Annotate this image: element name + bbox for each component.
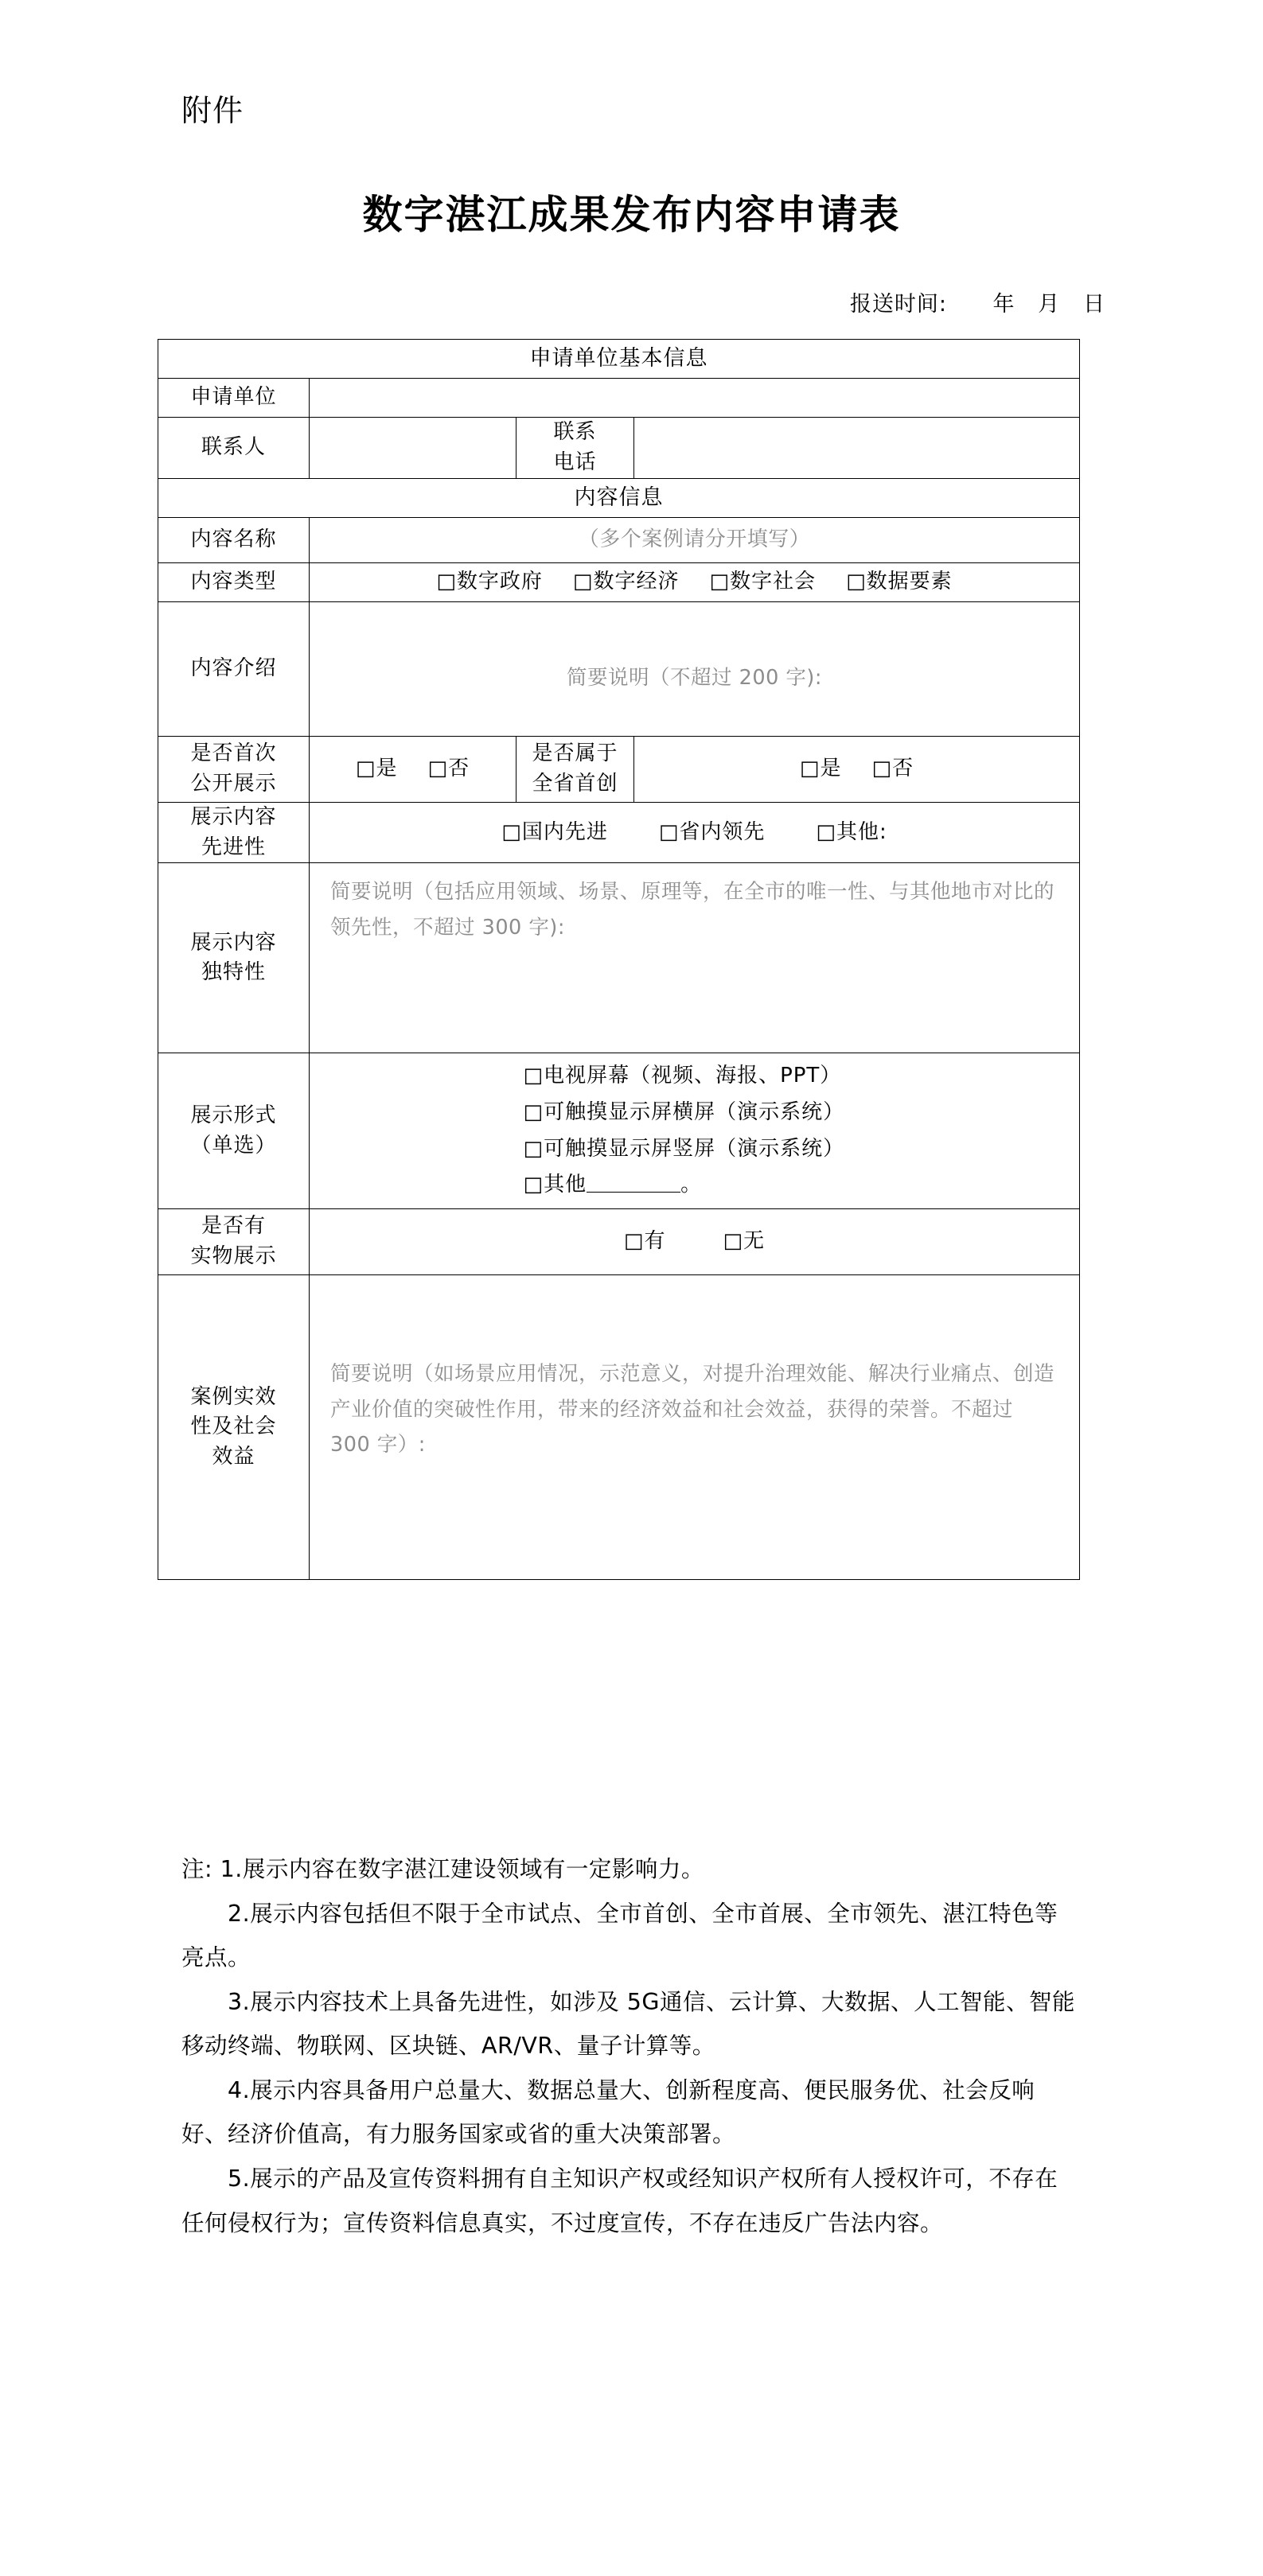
field-advancement (310, 803, 1080, 863)
checkbox-first-public-yes[interactable]: □是 (355, 757, 398, 781)
application-form-table (158, 339, 1080, 1580)
checkbox-display-form-other[interactable] (524, 1170, 866, 1200)
table-row (158, 418, 1080, 479)
note-item-3: 3.展示内容技术上具备先进性，如涉及 5G通信、云计算、大数据、人工智能、智能移动终端、物联网、区块链、AR/VR、量子计算等。 (181, 1988, 1075, 2060)
field-content-name[interactable] (310, 518, 1080, 563)
checkbox-province-leading[interactable]: □省内领先 (658, 819, 766, 844)
checkbox-physical-no[interactable]: □无 (723, 1229, 766, 1254)
label-content-intro: 内容介绍 (158, 602, 310, 737)
field-content-type (310, 563, 1080, 602)
label-physical-line1: 是否有 (201, 1214, 266, 1239)
label-first-public-line2: 公开展示 (190, 772, 277, 796)
label-case-line2: 性及社会 (190, 1414, 277, 1439)
label-content-name: 内容名称 (158, 518, 310, 563)
field-first-public-display (310, 737, 517, 803)
label-case-line1: 案例实效 (190, 1384, 277, 1409)
checkbox-digital-economy[interactable]: □数字经济 (572, 570, 680, 594)
table-row (158, 379, 1080, 418)
case-effectiveness-hint: 简要说明（如场景应用情况，示范意义，对提升治理效能、解决行业痛点、创造产业价值的突破性作用，带来的经济效益和社会效益，获得的荣誉。不超过 300 字）: (330, 1362, 1055, 1457)
checkbox-advancement-other[interactable]: □其他: (816, 819, 887, 844)
note-item-5: 5.展示的产品及宣传资料拥有自主知识产权或经知识产权所有人授权许可，不存在任何侵权行为；宣传资料信息真实，不过度宣传，不存在违反广告法内容。 (181, 2165, 1058, 2236)
notes-prefix: 注: (181, 1856, 213, 1882)
field-content-intro[interactable] (310, 602, 1080, 737)
field-uniqueness[interactable] (310, 863, 1080, 1053)
table-row (158, 518, 1080, 563)
checkbox-domestic-advanced[interactable]: □国内先进 (501, 819, 608, 844)
checkbox-digital-society[interactable]: □数字社会 (709, 570, 817, 594)
label-display-form-line2: （单选） (190, 1133, 277, 1158)
label-uniqueness-line2: 独特性 (201, 960, 266, 985)
display-form-other-input[interactable] (587, 1192, 680, 1193)
label-advancement-line2: 先进性 (201, 835, 266, 859)
note-item-2: 2.展示内容包括但不限于全市试点、全市首创、全市首展、全市领先、湛江特色等亮点。 (181, 1900, 1058, 1971)
table-row (158, 1053, 1080, 1209)
label-advancement (158, 803, 310, 863)
label-province-first (517, 737, 634, 803)
section-header-content: 内容信息 (158, 479, 1080, 518)
label-display-form-line1: 展示形式 (190, 1103, 277, 1128)
notes-section (181, 1847, 1081, 2245)
checkbox-touch-landscape[interactable]: □可触摸显示屏横屏（演示系统） (523, 1100, 845, 1125)
field-applicant-unit[interactable] (310, 379, 1080, 418)
table-row (158, 602, 1080, 737)
checkbox-digital-government[interactable]: □数字政府 (436, 570, 543, 594)
table-row (158, 737, 1080, 803)
field-physical-exhibit (310, 1209, 1080, 1275)
table-row (158, 1209, 1080, 1275)
field-province-first (634, 737, 1080, 803)
table-row (158, 563, 1080, 602)
note-text-1: 1.展示内容在数字湛江建设领域有一定影响力。 (220, 1856, 704, 1882)
display-form-other-suffix: 。 (680, 1173, 703, 1197)
label-physical-line2: 实物展示 (190, 1244, 277, 1269)
checkbox-data-elements[interactable]: □数据要素 (846, 570, 953, 594)
checkbox-physical-yes[interactable]: □有 (623, 1229, 666, 1254)
table-row (158, 479, 1080, 518)
label-display-form (158, 1053, 310, 1209)
display-form-other-prefix: □其他 (523, 1173, 587, 1197)
submission-date-line: 报送时间: 年 月 日 (849, 292, 1105, 317)
label-contact-person: 联系人 (158, 418, 310, 479)
label-physical-exhibit (158, 1209, 310, 1275)
checkbox-province-first-no[interactable]: □否 (871, 757, 914, 781)
label-contact-phone-line2: 电话 (553, 450, 597, 474)
label-uniqueness-line1: 展示内容 (190, 930, 277, 955)
label-first-public-line1: 是否首次 (190, 741, 277, 766)
field-display-form (310, 1053, 1080, 1209)
label-applicant-unit: 申请单位 (158, 379, 310, 418)
field-contact-phone[interactable] (634, 418, 1080, 479)
content-intro-hint: 简要说明（不超过 200 字): (567, 665, 822, 690)
label-contact-phone (517, 418, 634, 479)
label-province-first-line2: 全省首创 (532, 772, 618, 796)
label-province-first-line1: 是否属于 (532, 741, 618, 766)
table-row (158, 803, 1080, 863)
content-name-hint: （多个案例请分开填写） (578, 527, 811, 552)
note-item-1 (181, 1847, 1081, 1892)
checkbox-first-public-no[interactable]: □否 (427, 757, 470, 781)
table-row (158, 863, 1080, 1053)
label-advancement-line1: 展示内容 (190, 805, 277, 829)
checkbox-touch-portrait[interactable]: □可触摸显示屏竖屏（演示系统） (523, 1136, 845, 1161)
page-title: 数字湛江成果发布内容申请表 (362, 191, 901, 238)
checkbox-province-first-yes[interactable]: □是 (799, 757, 842, 781)
note-item-4: 4.展示内容具备用户总量大、数据总量大、创新程度高、便民服务优、社会反响好、经济价值高，有力服务国家或省的重大决策部署。 (181, 2076, 1035, 2148)
field-case-effectiveness[interactable] (310, 1275, 1080, 1580)
label-first-public-display (158, 737, 310, 803)
field-contact-person[interactable] (310, 418, 517, 479)
section-header-applicant: 申请单位基本信息 (158, 340, 1080, 379)
attachment-label: 附件 (181, 93, 244, 128)
label-content-type: 内容类型 (158, 563, 310, 602)
label-uniqueness (158, 863, 310, 1053)
label-case-effectiveness (158, 1275, 310, 1580)
label-contact-phone-line1: 联系 (553, 420, 597, 445)
table-row (158, 1275, 1080, 1580)
checkbox-tv-screen[interactable]: □电视屏幕（视频、海报、PPT） (523, 1064, 842, 1088)
uniqueness-hint: 简要说明（包括应用领域、场景、原理等，在全市的唯一性、与其他地市对比的领先性，不超过 300 字): (330, 880, 1055, 940)
label-case-line3: 效益 (212, 1444, 255, 1469)
table-row (158, 340, 1080, 379)
